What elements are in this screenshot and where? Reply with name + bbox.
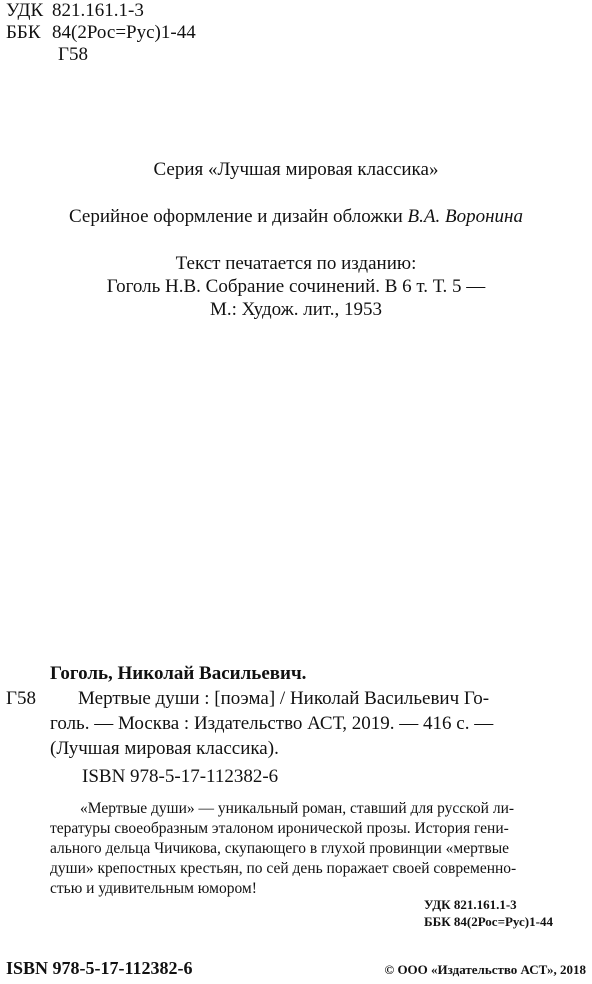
footer-copyright: © ООО «Издательство АСТ», 2018 xyxy=(384,962,586,977)
author-code: Г58 xyxy=(58,44,88,65)
bottom-classification-codes xyxy=(424,896,553,930)
catalog-author-code: Г58 xyxy=(6,688,36,709)
annotation-line-2: тературы своеобразным эталоном иронической прозы. История гени- xyxy=(50,820,509,837)
edition-line-3: М.: Худож. лит., 1953 xyxy=(209,299,383,320)
bbk-row xyxy=(6,22,196,44)
udk-row xyxy=(6,0,196,22)
annotation-line-5: стью и удивительным юмором! xyxy=(50,880,257,897)
bottom-udk: УДК 821.161.1-3 xyxy=(424,897,517,912)
bbk-label: ББК xyxy=(6,22,41,43)
classification-codes xyxy=(6,0,196,66)
design-credit xyxy=(0,205,592,229)
annotation xyxy=(50,799,588,899)
footer-isbn: ISBN 978-5-17-112382-6 xyxy=(6,958,193,978)
edition-line-2: Гоголь Н.В. Собрание сочинений. В 6 т. Т. 5 — xyxy=(106,276,486,297)
udk-label: УДК xyxy=(6,0,44,21)
udk-value: 821.161.1-3 xyxy=(52,0,144,21)
bottom-bbk: ББК 84(2Рос=Рус)1-44 xyxy=(424,914,553,929)
catalog-isbn: ISBN 978-5-17-112382-6 xyxy=(82,766,279,787)
design-credit-text: Серийное оформление и дизайн обложки xyxy=(69,206,408,227)
annotation-line-1: «Мертвые души» — уникальный роман, ставший для русской ли- xyxy=(80,800,515,817)
bbk-value: 84(2Рос=Рус)1-44 xyxy=(52,22,196,43)
catalog-author-heading: Гоголь, Николай Васильевич. xyxy=(50,663,307,684)
catalog-entry-line-2: голь. — Москва : Издательство АСТ, 2019. — 416 с. — xyxy=(50,713,494,734)
designer-name: В.А. Воронина xyxy=(407,206,523,227)
series-line: Серия «Лучшая мировая классика» xyxy=(153,159,439,180)
catalog-entry-line-1: Мертвые души : [поэма] / Николай Васильевич Го- xyxy=(78,688,490,709)
annotation-line-3: ального дельца Чичикова, скупающего в глухой провинции «мертвые xyxy=(50,840,510,857)
edition-line-1: Текст печатается по изданию: xyxy=(175,253,417,274)
catalog-entry-line-3: (Лучшая мировая классика). xyxy=(50,738,279,759)
annotation-line-4: души» крепостных крестьян, по сей день поражает своей современно- xyxy=(50,860,517,877)
